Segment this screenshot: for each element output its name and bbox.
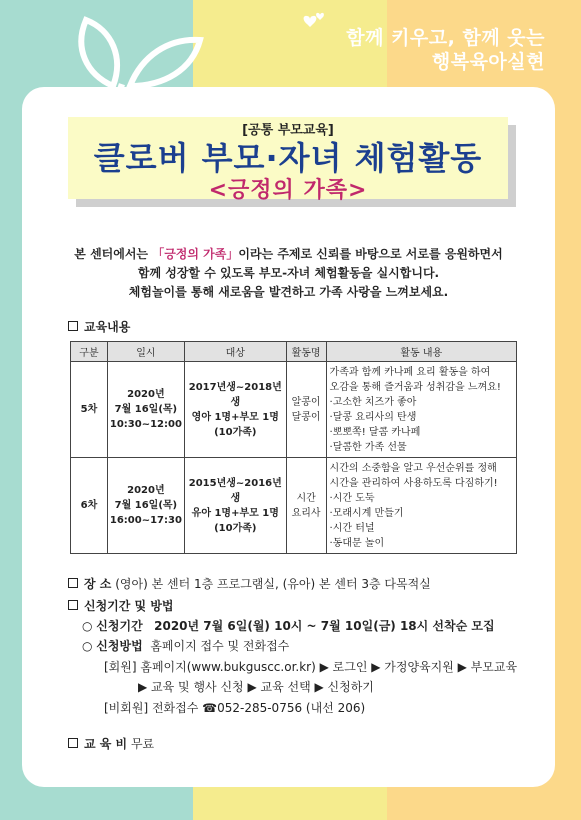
apply-heading <box>68 597 174 614</box>
cell-date <box>107 458 184 554</box>
col-header-no: 구분 <box>71 342 108 362</box>
date-day: 7월 16일(목) <box>114 404 178 415</box>
date-time: 10:30~12:00 <box>109 419 182 430</box>
cell-activity <box>286 458 326 554</box>
intro-line-1 <box>22 245 555 264</box>
page-title: 클로버 부모·자녀 체험활동 <box>93 139 483 177</box>
circle-bullet-icon: ○ <box>82 639 97 653</box>
title-tag: [공통 부모교육] <box>242 123 334 138</box>
activity-name-2: 달콩이 <box>291 411 321 423</box>
table-header-row <box>71 342 517 362</box>
page-subtitle: <긍정의 가족> <box>208 178 368 203</box>
col-header-content: 활동 내용 <box>326 342 516 362</box>
cell-target <box>184 458 286 554</box>
checkbox-icon <box>68 738 78 748</box>
table-row <box>71 458 517 554</box>
slogan-line-2: 행복육아실현 <box>431 51 545 73</box>
content-line: ·시간 터널 <box>329 522 375 534</box>
table-row <box>71 362 517 458</box>
checkbox-icon <box>68 321 78 331</box>
target-birth-year: 2017년생~2018년생 <box>188 381 282 408</box>
intro-line-3: 체험놀이를 통해 새로움을 발견하고 가족 사랑을 느껴보세요. <box>128 285 449 299</box>
checkbox-icon <box>68 578 78 588</box>
intro-line-1-b: 이라는 주제로 신뢰를 바탕으로 서로를 응원하면서 <box>238 247 503 261</box>
col-header-activity: 활동명 <box>286 342 326 362</box>
content-line: 오감을 통해 즐거움과 성취감을 느껴요! <box>329 381 501 393</box>
hearts-icon <box>300 10 330 34</box>
apply-label: 신청기간 및 방법 <box>84 599 174 613</box>
place-line <box>68 575 431 592</box>
target-count: (10가족) <box>214 426 257 438</box>
date-year: 2020년 <box>127 389 165 400</box>
cell-no: 5차 <box>71 362 108 458</box>
activity-name-1: 시간 <box>296 492 316 504</box>
slogan <box>346 26 545 74</box>
date-year: 2020년 <box>127 485 165 496</box>
content-line: ·달콩 요리사의 탄생 <box>329 411 417 423</box>
content-line: 시간을 관리하여 사용하도록 다짐하기! <box>329 477 498 489</box>
circle-bullet-icon: ○ <box>82 619 97 633</box>
nonmember-line: [비회원] 전화접수 ☎052-285-0756 (내선 206) <box>104 701 366 715</box>
content-line: 시간의 소중함을 알고 우선순위를 정해 <box>329 462 497 474</box>
col-header-date: 일시 <box>107 342 184 362</box>
intro-line-2: 함께 성장할 수 있도록 부모-자녀 체험활동을 실시합니다. <box>137 266 440 280</box>
target-composition: 유아 1명+부모 1명 <box>191 507 279 519</box>
cell-activity <box>286 362 326 458</box>
member-line-2: ▶ 교육 및 행사 신청 ▶ 교육 선택 ▶ 신청하기 <box>138 680 374 694</box>
content-line: ·시간 도둑 <box>329 492 375 504</box>
cell-content <box>326 458 516 554</box>
content-line: 가족과 함께 카나페 요리 활동을 하여 <box>329 366 491 378</box>
activity-name-1: 알콩이 <box>291 396 321 408</box>
apply-method-line <box>82 637 289 654</box>
edu-section-heading <box>68 318 130 335</box>
apply-method-value: 홈페이지 접수 및 전화접수 <box>150 639 290 653</box>
cell-date <box>107 362 184 458</box>
checkbox-icon <box>68 600 78 610</box>
leaf-icon <box>68 14 208 89</box>
flyer-card <box>22 87 555 787</box>
slogan-line-1: 함께 키우고, 함께 웃는 <box>346 27 545 49</box>
target-birth-year: 2015년생~2016년생 <box>188 477 282 504</box>
fee-value: 무료 <box>130 737 155 751</box>
intro-line-1-a: 본 센터에서는 <box>74 247 153 261</box>
date-day: 7월 16일(목) <box>114 500 178 511</box>
content-line: ·뽀뽀쪽! 달콤 카나페 <box>329 426 421 438</box>
cell-content <box>326 362 516 458</box>
place-label: 장 소 <box>84 577 112 591</box>
activity-name-2: 요리사 <box>291 507 321 519</box>
content-line: ·모래시계 만들기 <box>329 507 404 519</box>
intro-text <box>22 245 555 302</box>
target-composition: 영아 1명+부모 1명 <box>191 411 279 423</box>
content-line: ·동대문 놀이 <box>329 537 385 549</box>
edu-section-label: 교육내용 <box>84 320 131 334</box>
apply-method-label: 신청방법 <box>96 639 143 653</box>
apply-period-value: 2020년 7월 6일(월) 10시 ~ 7월 10일(금) 18시 선착순 모집 <box>154 619 495 633</box>
fee-line <box>68 735 154 752</box>
intro-highlight: 「긍정의 가족」 <box>152 247 239 261</box>
cell-no: 6차 <box>71 458 108 554</box>
col-header-target: 대상 <box>184 342 286 362</box>
title-box <box>68 117 508 203</box>
schedule-table <box>70 341 517 554</box>
fee-label: 교 육 비 <box>84 737 128 751</box>
member-line-1: [회원] 홈페이지(www.bukguscc.or.kr) ▶ 로그인 ▶ 가정양육지원 ▶ 부모교육 <box>104 660 518 674</box>
cell-target <box>184 362 286 458</box>
content-line: ·고소한 치즈가 좋아 <box>329 396 417 408</box>
target-count: (10가족) <box>214 522 257 534</box>
content-line: ·달콤한 가족 선물 <box>329 441 407 453</box>
apply-period-line <box>82 617 495 634</box>
date-time: 16:00~17:30 <box>109 515 182 526</box>
place-value: (영아) 본 센터 1층 프로그램실, (유아) 본 센터 3층 다목적실 <box>115 577 431 591</box>
title-block <box>68 117 518 207</box>
apply-period-label: 신청기간 <box>96 619 143 633</box>
